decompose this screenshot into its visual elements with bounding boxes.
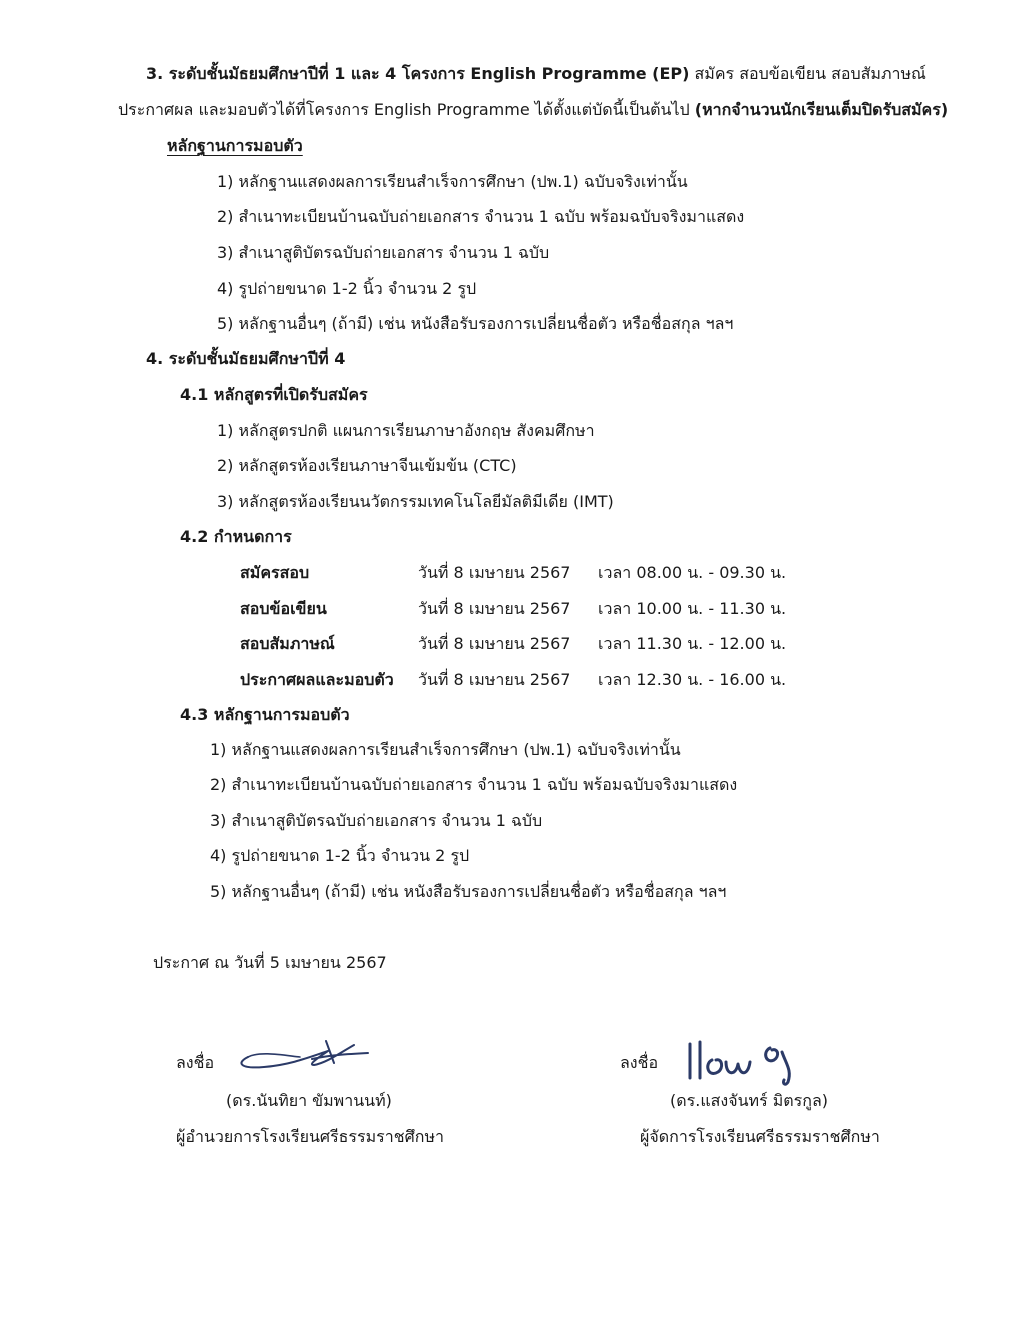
section4-1-heading: 4.1 หลักสูตรที่เปิดรับสมัคร	[180, 385, 368, 404]
schedule-time: เวลา 12.30 น. - 16.00 น.	[598, 670, 787, 689]
schedule-event: สอบสัมภาษณ์	[240, 634, 335, 653]
section3-evidence-item: 2) สำเนาทะเบียนบ้านฉบับถ่ายเอกสาร จำนวน 1 ฉบับ พร้อมฉบับจริงมาแสดง	[217, 207, 745, 226]
section3-evidence-item: 5) หลักฐานอื่นๆ (ถ้ามี) เช่น หนังสือรับรองการเปลี่ยนชื่อตัว หรือชื่อสกุล ฯลฯ	[217, 314, 734, 333]
schedule-time: เวลา 08.00 น. - 09.30 น.	[598, 563, 787, 582]
schedule-event: สมัครสอบ	[240, 563, 310, 582]
section4-3-heading: 4.3 หลักฐานการมอบตัว	[180, 705, 350, 724]
schedule-date: วันที่ 8 เมษายน 2567	[418, 563, 571, 582]
right-signer-name: (ดร.แสงจันทร์ มิตรกูล)	[670, 1091, 829, 1110]
section4-2-heading: 4.2 กำหนดการ	[180, 527, 292, 546]
program-item: 2) หลักสูตรห้องเรียนภาษาจีนเข้มข้น (CTC)	[217, 456, 517, 475]
right-signer-position: ผู้จัดการโรงเรียนศรีธรรมราชศึกษา	[640, 1127, 880, 1146]
section3-evidence-item: 4) รูปถ่ายขนาด 1-2 นิ้ว จำนวน 2 รูป	[217, 279, 477, 298]
schedule-event: ประกาศผลและมอบตัว	[240, 670, 394, 689]
section4-evidence-item: 2) สำเนาทะเบียนบ้านฉบับถ่ายเอกสาร จำนวน 1 ฉบับ พร้อมฉบับจริงมาแสดง	[210, 775, 738, 794]
section3-evidence-item: 3) สำเนาสูติบัตรฉบับถ่ายเอกสาร จำนวน 1 ฉบับ	[217, 243, 550, 262]
left-signer-name: (ดร.นันทิยา ขัมพานนท์)	[226, 1091, 392, 1110]
section3-title: 3. ระดับชั้นมัธยมศึกษาปีที่ 1 และ 4 โครงการ English Programme (EP)	[146, 64, 690, 83]
section3-evidence-item: 1) หลักฐานแสดงผลการเรียนสำเร็จการศึกษา (ปพ.1) ฉบับจริงเท่านั้น	[217, 172, 688, 191]
section4-evidence-item: 1) หลักฐานแสดงผลการเรียนสำเร็จการศึกษา (ปพ.1) ฉบับจริงเท่านั้น	[210, 740, 681, 759]
program-item: 3) หลักสูตรห้องเรียนนวัตกรรมเทคโนโลยีมัลติมีเดีย (IMT)	[217, 492, 614, 511]
right-signature-icon	[682, 1030, 807, 1088]
section3-evidence-heading: หลักฐานการมอบตัว	[167, 136, 303, 155]
section4-evidence-item: 3) สำเนาสูติบัตรฉบับถ่ายเอกสาร จำนวน 1 ฉบับ	[210, 811, 543, 830]
section3-title-rest: สมัคร สอบข้อเขียน สอบสัมภาษณ์	[689, 64, 926, 83]
section4-heading: 4. ระดับชั้นมัธยมศึกษาปีที่ 4	[146, 349, 346, 368]
announcement-date: ประกาศ ณ วันที่ 5 เมษายน 2567	[153, 953, 387, 972]
left-signer-position: ผู้อำนวยการโรงเรียนศรีธรรมราชศึกษา	[176, 1127, 444, 1146]
section3-note: (หากจำนวนนักเรียนเต็มปิดรับสมัคร)	[694, 100, 949, 119]
schedule-date: วันที่ 8 เมษายน 2567	[418, 670, 571, 689]
schedule-time: เวลา 10.00 น. - 11.30 น.	[598, 599, 787, 618]
section4-evidence-item: 5) หลักฐานอื่นๆ (ถ้ามี) เช่น หนังสือรับรองการเปลี่ยนชื่อตัว หรือชื่อสกุล ฯลฯ	[210, 882, 727, 901]
section3-line2	[118, 102, 948, 118]
left-signature-icon	[230, 1035, 375, 1075]
left-sign-label: ลงชื่อ	[176, 1053, 215, 1072]
right-sign-label: ลงชื่อ	[620, 1053, 659, 1072]
program-item: 1) หลักสูตรปกติ แผนการเรียนภาษาอังกฤษ สังคมศึกษา	[217, 421, 595, 440]
section3-line2-text: ประกาศผล และมอบตัวได้ที่โครงการ English Programme ได้ตั้งแต่บัดนี้เป็นต้นไป	[118, 100, 695, 119]
section3-line1	[146, 66, 926, 82]
schedule-event: สอบข้อเขียน	[240, 599, 327, 618]
schedule-time: เวลา 11.30 น. - 12.00 น.	[598, 634, 787, 653]
schedule-date: วันที่ 8 เมษายน 2567	[418, 634, 571, 653]
schedule-date: วันที่ 8 เมษายน 2567	[418, 599, 571, 618]
section4-evidence-item: 4) รูปถ่ายขนาด 1-2 นิ้ว จำนวน 2 รูป	[210, 846, 470, 865]
